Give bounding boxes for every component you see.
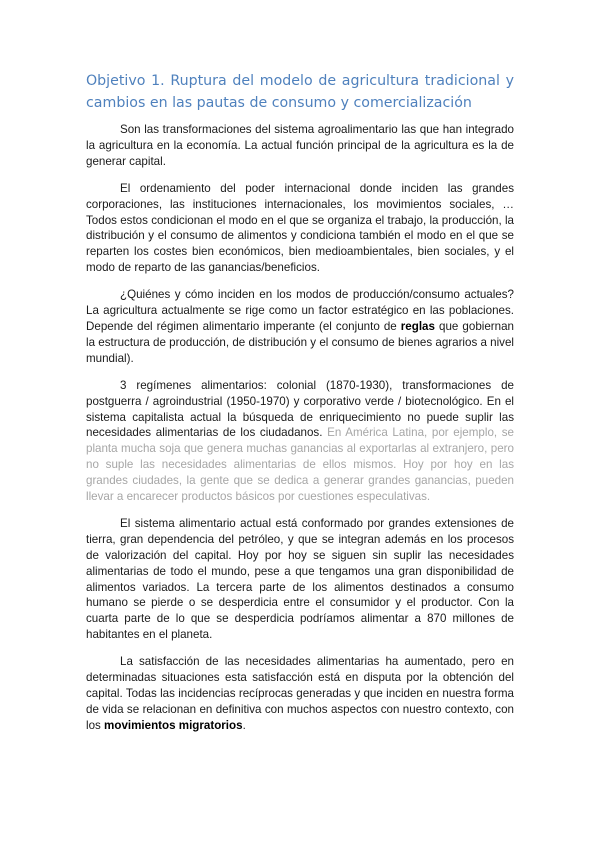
- paragraph-2: El ordenamiento del poder internacional donde inciden las grandes corporaciones, las instituciones internacionales, los movimientos sociales, … Todos estos condicionan el modo en el que se organiza el trabajo, la producción, la distribución y el consumo de alimentos y condiciona también el modo en el que se reparten los costes bien económicos, bien medioambientales, bien sociales, y el modo de reparto de las ganancias/beneficios.: [86, 181, 514, 275]
- bold-term-reglas: reglas: [400, 319, 435, 333]
- paragraph-3-text: ¿Quiénes y cómo inciden en los modos de producción/consumo actuales? La agricultura actualmente se rige como un factor estratégico en las poblaciones. Depende del régimen alimentario imperante (el conjunto de: [86, 288, 514, 333]
- document-body: [86, 122, 514, 745]
- paragraph-6-text-end: .: [242, 718, 246, 732]
- paragraph-4-grey-note: En América Latina, por ejemplo, se planta mucha soja que genera muchas ganancias al exportarlas al extranjero, pero no suple las necesidades alimentarias de ellos mismos. Hoy por hoy en las grandes ciudades, la gente que se dedica a generar grandes ganancias, pueden llevar a encarecer productos básicos por cuestiones especulativas.: [86, 426, 514, 504]
- paragraph-6-text: La satisfacción de las necesidades alimentarias ha aumentado, pero en determinadas situaciones esta satisfacción está en disputa por la obtención del capital. Todas las incidencias recíprocas generadas y que inciden en nuestra forma de vida se relacionan en definitiva con muchos aspectos con nuestro contexto, con los: [86, 655, 514, 732]
- paragraph-5: El sistema alimentario actual está conformado por grandes extensiones de tierra, gran dependencia del petróleo, y que se integran además en los procesos de valorización del capital. Hoy por hoy se siguen sin suplir las necesidades alimentarias de todo el mundo, pese a que tengamos una gran disponibilidad de alimentos variados. La tercera parte de los alimentos destinados a consumo humano se pierde o se desperdicia entre el consumidor y el productor. Con la cuarta parte de lo que se desperdicia podríamos alimentar a 870 millones de habitantes en el planeta.: [86, 516, 514, 642]
- paragraph-4: [86, 378, 514, 505]
- paragraph-6: [86, 654, 514, 734]
- paragraph-3-text-end: que gobiernan la estructura de producción, de distribución y el consumo de bienes agrarios a nivel mundial).: [86, 319, 515, 365]
- paragraph-1: Son las transformaciones del sistema agroalimentario las que han integrado la agricultura en la economía. La actual función principal de la agricultura es la de generar capital.: [86, 123, 514, 168]
- paragraph-4-text: 3 regímenes alimentarios: colonial (1870-1930), transformaciones de postguerra / agroindustrial (1950-1970) y corporativo verde / biotecnológico. En el sistema capitalista actual la búsqueda de enriquecimiento no puede suplir las necesidades alimentarias de los ciudadanos.: [86, 378, 514, 440]
- paragraph-3: [86, 287, 514, 367]
- bold-term-movimientos: movimientos migratorios: [104, 718, 243, 732]
- section-heading: Objetivo 1. Ruptura del modelo de agricultura tradicional y cambios en las pautas de consumo y comercialización: [86, 73, 514, 111]
